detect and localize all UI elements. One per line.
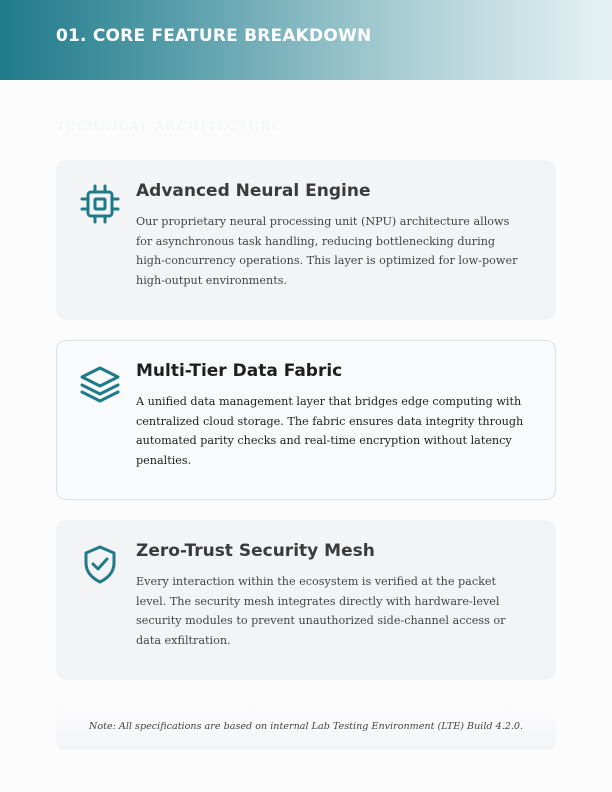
card-description: Our proprietary neural processing unit (NPU) architecture allows for asynchronous task handling, reducing bottlenecking during high-concurrency operations. This layer is optimized for low-power high-output environments.	[136, 215, 518, 287]
card-title: Advanced Neural Engine	[136, 181, 371, 201]
page-header	[0, 0, 612, 80]
page-title: 01. CORE FEATURE BREAKDOWN	[56, 26, 372, 46]
layers-stack-icon	[80, 364, 120, 404]
footnote-box	[56, 706, 556, 750]
feature-card-security-mesh	[56, 520, 556, 680]
card-description: Every interaction within the ecosystem is verified at the packet level. The security mesh integrates directly with hardware-level security modules to prevent unauthorized side-channel access or data exfiltration.	[136, 575, 506, 647]
feature-card-neural-engine	[56, 160, 556, 320]
section-label: TECHNICAL ARCHITECTURE	[56, 119, 282, 133]
footnote-text: Note: All specifications are based on internal Lab Testing Environment (LTE) Build 4.2.0.	[88, 721, 524, 732]
card-title: Zero-Trust Security Mesh	[136, 541, 375, 561]
card-title: Multi-Tier Data Fabric	[136, 361, 343, 381]
shield-check-icon	[80, 544, 120, 584]
cpu-chip-icon	[80, 184, 120, 224]
feature-card-data-fabric	[56, 340, 556, 500]
card-description: A unified data management layer that bridges edge computing with centralized cloud storage. The fabric ensures data integrity through automated parity checks and real-time encryption without latency penalties.	[136, 395, 524, 467]
